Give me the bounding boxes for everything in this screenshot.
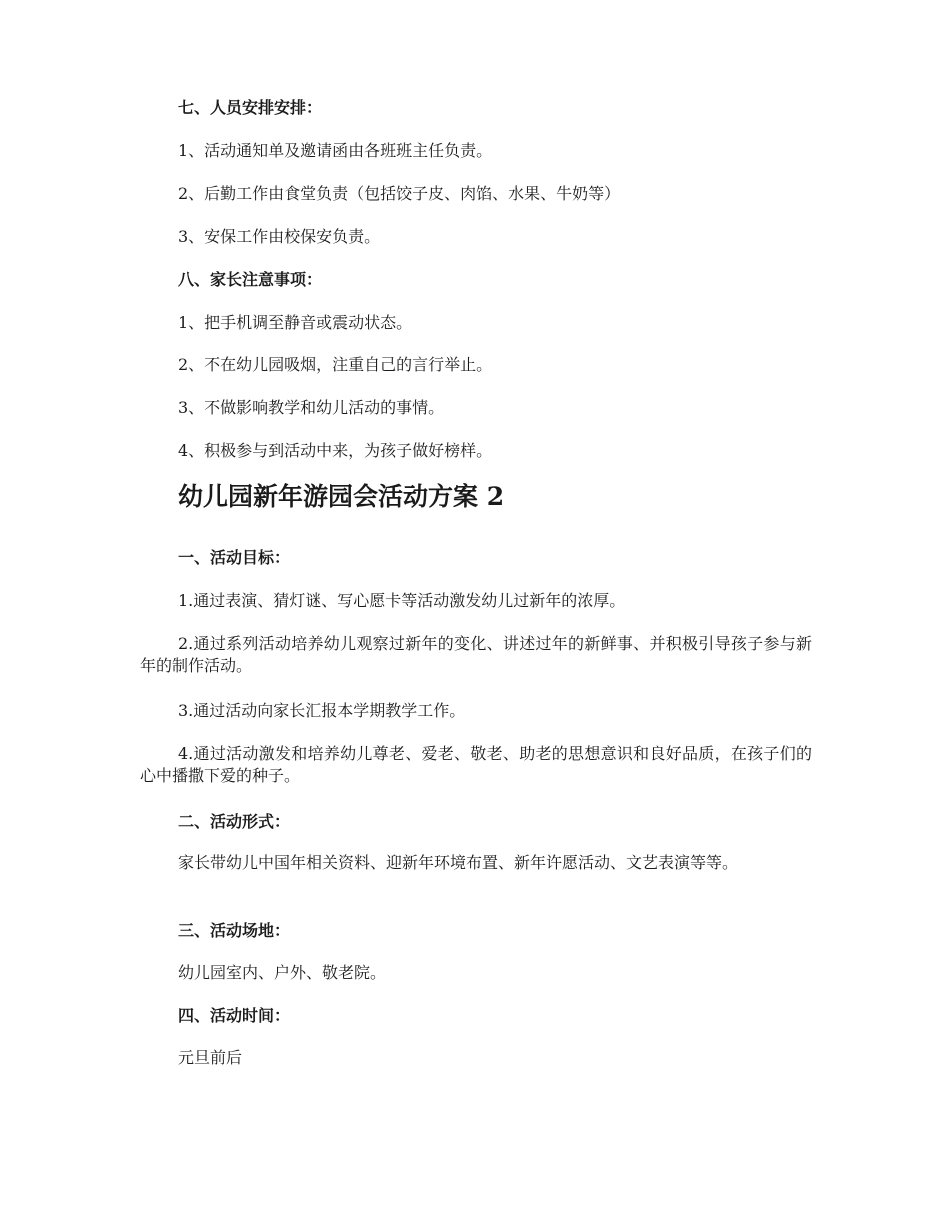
form-heading: 二、活动形式： (178, 812, 291, 831)
goals-heading: 一、活动目标： (178, 548, 291, 567)
section-8-item-4: 4、积极参与到活动中来，为孩子做好榜样。 (178, 441, 493, 460)
venue-heading: 三、活动场地： (178, 921, 291, 940)
time-text: 元旦前后 (178, 1048, 243, 1067)
section-8-item-2: 2、不在幼儿园吸烟，注重自己的言行举止。 (178, 355, 493, 374)
form-text: 家长带幼儿中国年相关资料、迎新年环境布置、新年许愿活动、文艺表演等等。 (178, 853, 739, 872)
section-7-item-3: 3、安保工作由校保安负责。 (178, 227, 381, 246)
goals-item-1: 1.通过表演、猜灯谜、写心愿卡等活动激发幼儿过新年的浓厚。 (178, 591, 626, 610)
venue-text: 幼儿园室内、户外、敬老院。 (178, 963, 387, 982)
section-8-item-3: 3、不做影响教学和幼儿活动的事情。 (178, 398, 445, 417)
section-7-heading: 七、人员安排安排： (178, 98, 323, 117)
section-7-item-2: 2、后勤工作由食堂负责（包括饺子皮、肉馅、水果、牛奶等） (178, 184, 621, 203)
section-8-item-1: 1、把手机调至静音或震动状态。 (178, 313, 413, 332)
goals-item-3: 3.通过活动向家长汇报本学期教学工作。 (178, 701, 466, 720)
section-7-item-1: 1、活动通知单及邀请函由各班班主任负责。 (178, 141, 493, 160)
section-8-heading: 八、家长注意事项： (178, 270, 323, 289)
time-heading: 四、活动时间： (178, 1006, 291, 1025)
goals-item-2: 2.通过系列活动培养幼儿观察过新年的变化、讲述过年的新鲜事、并积极引导孩子参与新年的制作活动。 (140, 634, 812, 675)
goals-item-4: 4.通过活动激发和培养幼儿尊老、爱老、敬老、助老的思想意识和良好品质，在孩子们的心中播撒下爱的种子。 (140, 744, 812, 785)
plan-2-title: 幼儿园新年游园会活动方案 2 (178, 482, 505, 511)
